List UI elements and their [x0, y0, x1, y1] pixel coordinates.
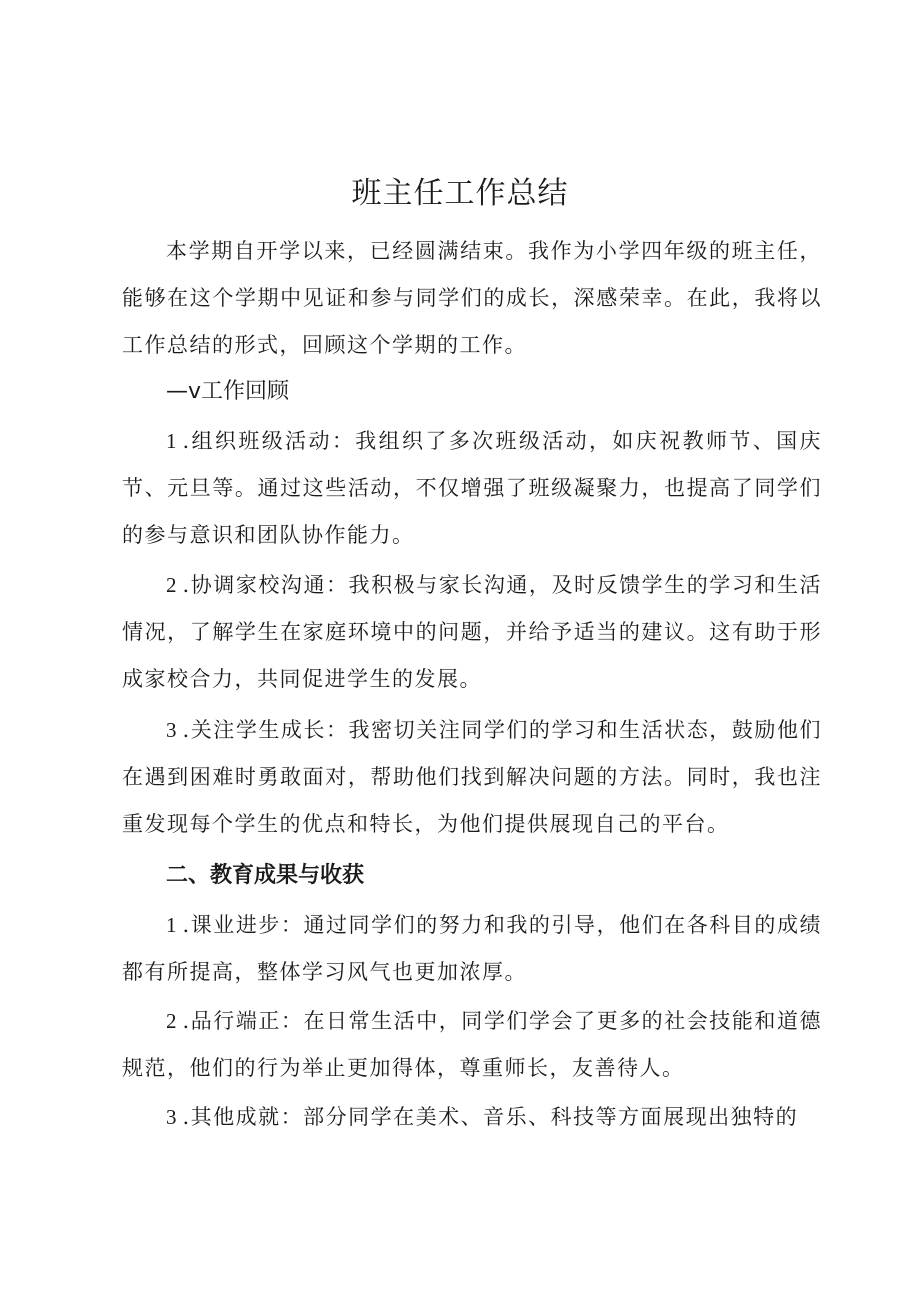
item-text: .组织班级活动：我组织了多次班级活动，如庆祝教师节、国庆节、元旦等。通过这些活动，不仅增强了班级凝聚力，也提高了同学们的参与意识和团队协作能力。	[122, 429, 822, 547]
section2-heading: 二、教育成果与收获	[166, 863, 365, 888]
item-text: .品行端正：在日常生活中，同学们学会了更多的社会技能和道德规范，他们的行为举止更加得体，尊重师长，友善待人。	[122, 1009, 822, 1080]
item-text: .其他成就：部分同学在美术、音乐、科技等方面展现出独特的	[182, 1105, 799, 1129]
item-number: 1	[166, 913, 177, 937]
section2-item-1	[122, 902, 822, 996]
item-text: .关注学生成长：我密切关注同学们的学习和生活状态，鼓励他们在遇到困难时勇敢面对，帮助他们找到解决问题的方法。同时，我也注重发现每个学生的优点和特长，为他们提供展现自己的平台。	[122, 718, 822, 836]
item-number: 3	[166, 1105, 177, 1129]
item-text: .协调家校沟通：我积极与家长沟通，及时反馈学生的学习和生活情况，了解学生在家庭环境中的问题，并给予适当的建议。这有助于形成家校合力，共同促进学生的发展。	[122, 573, 822, 691]
item-number: 2	[166, 1009, 177, 1033]
intro-paragraph: 本学期自开学以来，已经圆满结束。我作为小学四年级的班主任，能够在这个学期中见证和参与同学们的成长，深感荣幸。在此，我将以工作总结的形式，回顾这个学期的工作。	[122, 239, 822, 357]
item-text: .课业进步：通过同学们的努力和我的引导，他们在各科目的成绩都有所提高，整体学习风气也更加浓厚。	[122, 913, 822, 984]
section2-item-2	[122, 998, 822, 1092]
document-title: 班主任工作总结	[351, 176, 569, 211]
section1-item-3	[122, 707, 822, 848]
item-number: 1	[166, 429, 177, 453]
item-number: 2	[166, 573, 177, 597]
item-number: 3	[166, 718, 177, 742]
section1-item-2	[122, 562, 822, 703]
section1-item-1	[122, 418, 822, 559]
section1-heading: —v工作回顾	[166, 379, 290, 404]
section2-item-3	[122, 1094, 822, 1141]
